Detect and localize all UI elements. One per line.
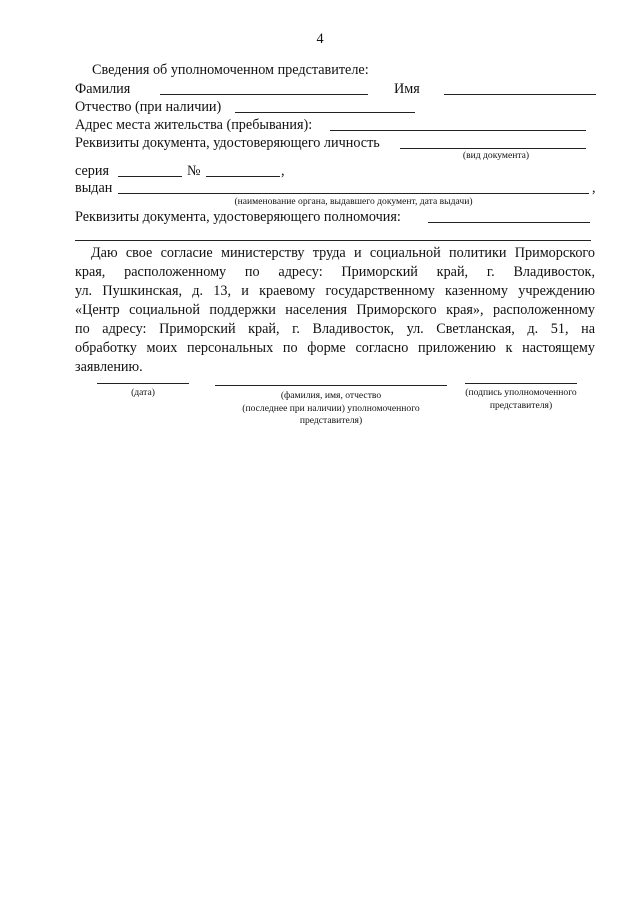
authority-document-label: Реквизиты документа, удостоверяющего полномочия: xyxy=(75,209,401,225)
fio-field[interactable] xyxy=(215,385,447,386)
date-caption: (дата) xyxy=(131,387,155,398)
address-field[interactable] xyxy=(330,130,586,131)
fio-caption-2: (последнее при наличии) уполномоченного xyxy=(242,403,420,414)
surname-label: Фамилия xyxy=(75,81,131,97)
series-field[interactable] xyxy=(118,176,182,177)
consent-line: «Центр социальной поддержки населения Приморского края», расположенному xyxy=(75,302,595,318)
authority-document-field[interactable] xyxy=(428,222,590,223)
consent-line: заявлению. xyxy=(75,359,143,375)
consent-line: по адресу: Приморский край, г. Владивосток, ул. Светланская, д. 51, на xyxy=(75,321,595,337)
id-document-caption: (вид документа) xyxy=(462,150,530,161)
name-label: Имя xyxy=(394,81,420,97)
consent-line: Даю свое согласие министерству труда и социальной политики Приморского xyxy=(91,245,595,261)
date-field[interactable] xyxy=(97,383,189,384)
surname-field[interactable] xyxy=(160,94,368,95)
section-title: Сведения об уполномоченном представителе: xyxy=(92,62,369,78)
fio-caption-3: представителя) xyxy=(299,415,363,426)
number-sign: № xyxy=(187,163,201,179)
consent-line: обработку моих персональных по форме согласно приложению к настоящему xyxy=(75,340,595,356)
signature-caption-2: представителя) xyxy=(489,400,553,411)
id-document-label: Реквизиты документа, удостоверяющего личность xyxy=(75,135,380,151)
issued-caption: (наименование органа, выдавшего документ, дата выдачи) xyxy=(234,196,473,207)
fio-caption-1: (фамилия, имя, отчество xyxy=(280,390,382,401)
patronymic-field[interactable] xyxy=(235,112,415,113)
issued-field[interactable] xyxy=(118,193,589,194)
issued-comma: , xyxy=(592,180,596,196)
number-comma: , xyxy=(281,163,285,179)
consent-paragraph xyxy=(75,244,595,377)
number-field[interactable] xyxy=(206,176,280,177)
page-number: 4 xyxy=(316,31,324,47)
id-document-field[interactable] xyxy=(400,148,586,149)
signature-field[interactable] xyxy=(465,383,577,384)
consent-line: ул. Пушкинская, д. 13, и краевому государственному казенному учреждению xyxy=(75,283,595,299)
series-label: серия xyxy=(75,163,109,179)
consent-line: края, расположенному по адресу: Приморский край, г. Владивосток, xyxy=(75,264,595,280)
issued-label: выдан xyxy=(75,180,113,196)
authority-document-field-continued[interactable] xyxy=(75,240,591,241)
signature-caption-1: (подпись уполномоченного xyxy=(465,387,577,398)
address-label: Адрес места жительства (пребывания): xyxy=(75,117,313,133)
name-field[interactable] xyxy=(444,94,596,95)
patronymic-label: Отчество (при наличии) xyxy=(75,99,222,115)
